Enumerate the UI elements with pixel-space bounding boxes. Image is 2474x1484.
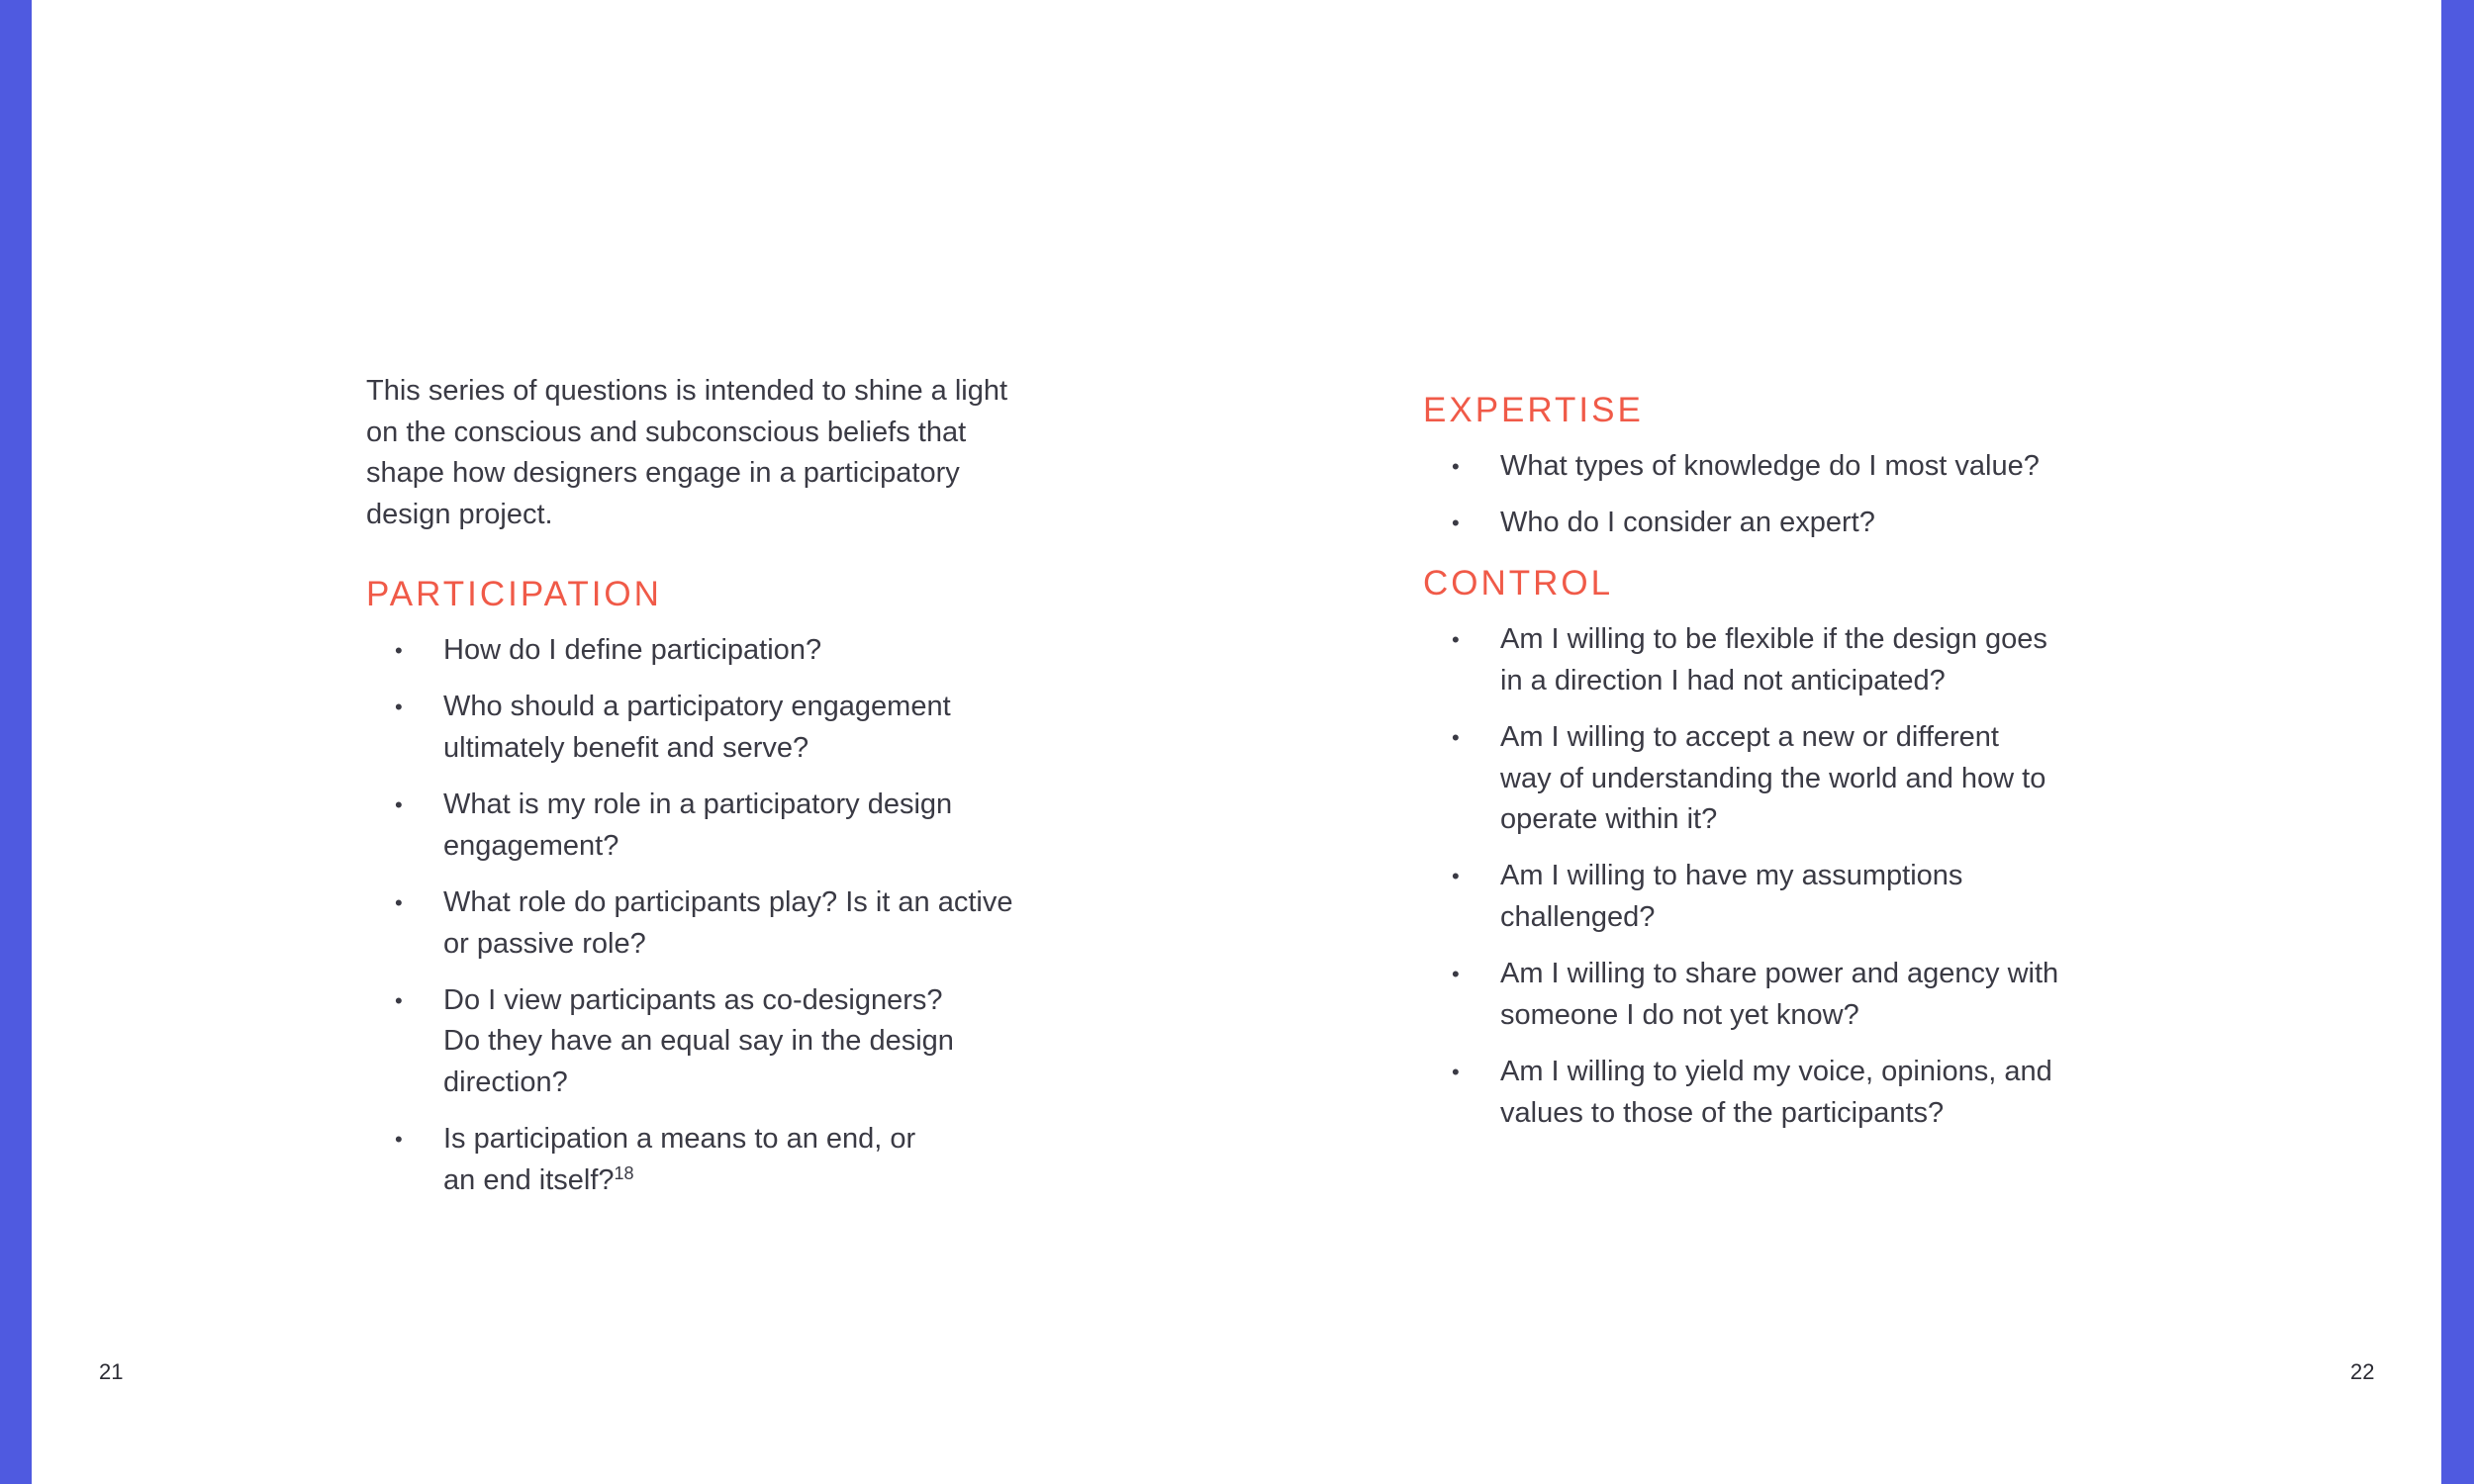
footnote-marker: 18 [614,1163,634,1184]
bullet: • [1452,724,1460,750]
question-line: someone I do not yet know? [1500,999,1859,1032]
question-line: Is participation a means to an end, or [443,1123,916,1156]
question-line: What role do participants play? Is it an active [443,885,1013,918]
intro-line: on the conscious and subconscious beliefs that [366,416,967,448]
question-line: in a direction I had not anticipated? [1500,664,1946,696]
list-item [1423,619,2136,701]
bullet: • [1452,626,1460,652]
intro-line: shape how designers engage in a participatory [366,457,960,490]
bullet: • [1452,454,1460,479]
bullet: • [395,889,403,915]
question-line: Do I view participants as co-designers? [443,983,943,1016]
expertise-question-list [1423,446,2136,544]
question-line: Am I willing to accept a new or different [1500,720,1999,753]
question-line: direction? [443,1067,568,1099]
question-line: How do I define participation? [443,633,822,666]
question-line: or passive role? [443,927,646,960]
question-line: Am I willing to have my assumptions [1500,860,1963,892]
question-line: values to those of the participants? [1500,1096,1945,1129]
participation-question-list [366,630,1079,1202]
list-item [366,980,1079,1104]
question-line: Do they have an equal say in the design [443,1025,954,1058]
control-question-list [1423,619,2136,1135]
intro-line: design project. [366,499,553,531]
page-number-right: 22 [2350,1359,2375,1384]
question-line: Who should a participatory engagement [443,691,951,723]
question-line: way of understanding the world and how to [1500,762,2046,794]
question-text: an end itself? [443,1164,615,1197]
question-line: engagement? [443,829,619,862]
question-line: What is my role in a participatory design [443,788,953,820]
list-item [1423,856,2136,938]
question-line: Am I willing to be flexible if the design goes [1500,622,2047,655]
list-item [366,630,1079,672]
bullet: • [395,987,403,1013]
expertise-heading: EXPERTISE [1423,391,1644,429]
list-item [1423,446,2136,488]
bullet: • [395,791,403,817]
bullet: • [1452,962,1460,987]
list-item [1423,954,2136,1036]
question-line: Am I willing to yield my voice, opinions, and [1500,1056,2052,1088]
question-line-with-footnote [443,1160,1079,1202]
list-item [366,1119,1079,1201]
bullet: • [1452,1060,1460,1085]
list-item [1423,717,2136,841]
intro-paragraph [366,371,1079,536]
page-number-left: 21 [99,1359,124,1384]
left-page-column [366,371,1079,1222]
question-line: ultimately benefit and serve? [443,731,809,764]
list-item [1423,1052,2136,1134]
list-item [366,882,1079,965]
intro-line: This series of questions is intended to shine a light [366,375,1008,407]
bullet: • [1452,864,1460,889]
question-line: challenged? [1500,901,1656,934]
list-item [366,785,1079,867]
bullet: • [395,1127,403,1153]
control-heading: CONTROL [1423,563,1614,603]
question-line: operate within it? [1500,803,1718,836]
list-item [1423,503,2136,544]
bullet: • [395,695,403,720]
question-line: Who do I consider an expert? [1500,507,1875,539]
left-edge-band [0,0,32,1484]
bullet: • [395,637,403,663]
right-edge-band [2441,0,2474,1484]
bullet: • [1452,510,1460,536]
right-page-column [1423,391,2136,1155]
list-item [366,687,1079,769]
participation-heading: PARTICIPATION [366,574,662,613]
question-line: What types of knowledge do I most value? [1500,450,2040,482]
question-line: Am I willing to share power and agency with [1500,958,2059,990]
